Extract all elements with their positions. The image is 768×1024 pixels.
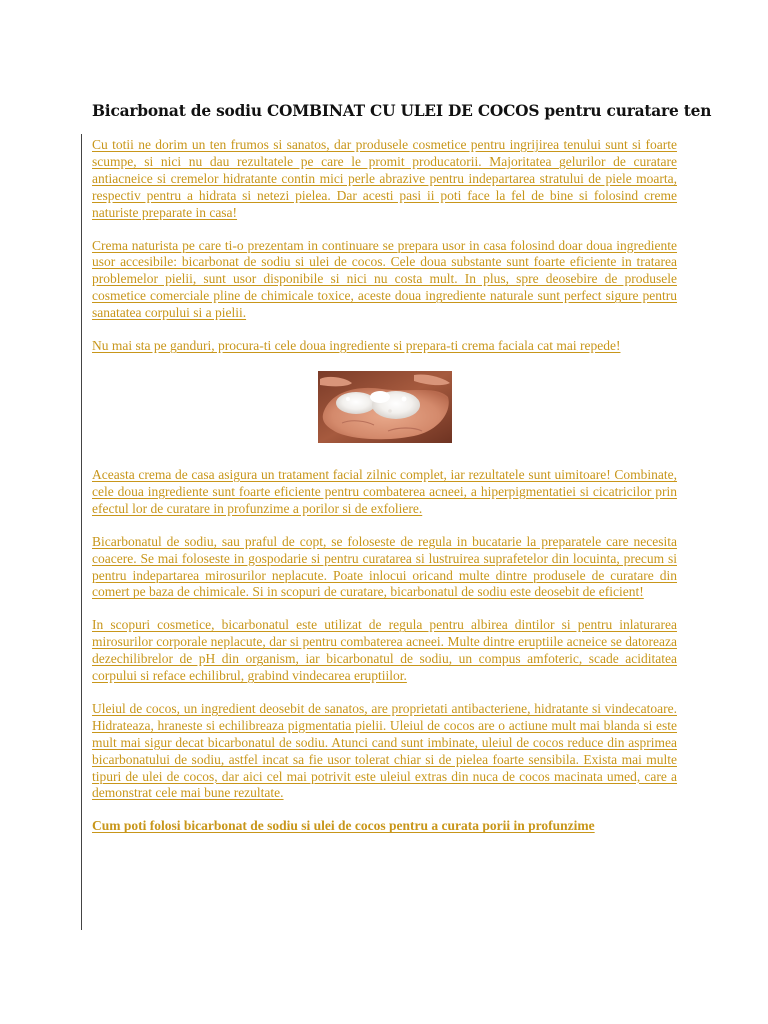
paragraph-baking-soda[interactable]: Bicarbonatul de sodiu, sau praful de copt, se foloseste de regula in bucatarie la preparatele care necesita coacere. Se mai foloseste in gospodarie si pentru curatarea si lustruirea suprafetelor din locuinta, precum si pentru indepartarea mirosurilor neplacute. Poate inlocui oricand multe dintre produsele de curatare din comert pe baza de chimicale. Si in scopuri de curatare, bicarbonatul de sodiu este deosebit de eficient! <box>92 533 677 600</box>
hand-with-baking-soda-photo <box>318 371 452 443</box>
paragraph-treatment[interactable]: Aceasta crema de casa asigura un tratament facial zilnic complet, iar rezultatele sunt uimitoare! Combinate, cele doua ingrediente sunt foarte eficiente pentru combaterea acneei, a hiperpigmentatiei si cicatricilor prin efectul lor de curatare in profunzime a porilor si de exfoliere. <box>92 466 677 516</box>
page-left-border <box>81 134 82 930</box>
section-subheading[interactable]: Cum poti folosi bicarbonat de sodiu si ulei de cocos pentru a curata porii in profunzime <box>92 818 595 834</box>
paragraph-call-to-action[interactable]: Nu mai sta pe ganduri, procura-ti cele doua ingrediente si prepara-ti crema faciala cat mai repede! <box>92 338 621 354</box>
paragraph-coconut-oil[interactable]: Uleiul de cocos, un ingredient deosebit de sanatos, are proprietati antibacteriene, hidratante si vindecatoare. Hidrateaza, hraneste si echilibreaza pigmentatia pielii. Uleiul de cocos are o actiune mult mai blanda si este mult mai sigur decat bicarbonatul de sodiu. Atunci cand sunt imbinate, uleiul de cocos reduce din asprimea bicarbonatului de sodiu, astfel incat sa fie usor tolerat chiar si de pielea foarte sensibila. Exista mai multe tipuri de ulei de cocos, dar aici cel mai potrivit este uleiul extras din nuca de cocos macinata umed, care a demonstrat cele mai bune rezultate. <box>92 700 677 801</box>
document-body <box>92 102 712 834</box>
paragraph-recipe-intro[interactable]: Crema naturista pe care ti-o prezentam in continuare se prepara usor in casa folosind doar doua ingrediente usor accesibile: bicarbonat de sodiu si ulei de cocos. Cele doua substante sunt foarte eficiente in tratarea problemelor pielii, sunt usor disponibile si nici nu costa mult. In plus, spre deosebire de produsele cosmetice comerciale pline de chimicale toxice, aceste doua ingrediente naturale sunt perfect sigure pentru sanatatea corpului si a pielii. <box>92 237 677 321</box>
paragraph-cosmetic-uses[interactable]: In scopuri cosmetice, bicarbonatul este utilizat de regula pentru albirea dintilor si pentru inlaturarea mirosurilor corporale neplacute, dar si pentru combaterea acneei. Multe dintre eruptiile acneice se datoreaza dezechilibrelor de pH din organism, iar bicarbonatul de sodiu, un compus amfoteric, scade aciditatea corpului si reface echilibrul, grabind vindecarea eruptiilor. <box>92 617 677 684</box>
document-title: Bicarbonat de sodiu COMBINAT CU ULEI DE COCOS pentru curatare ten <box>92 102 712 120</box>
paragraph-intro[interactable]: Cu totii ne dorim un ten frumos si sanatos, dar produsele cosmetice pentru ingrijirea tenului sunt si foarte scumpe, si nici nu dau rezultatele pe care le promit producatorii. Majoritatea gelurilor de curatare antiacneice si cremelor hidratante contin mici perle abrazive pentru indepartarea stratului de piele moarta, respectiv pentru a hidrata si netezi pielea. Dar acesti pasi ii poti face la fel de bine si folosind creme naturiste preparate in casa! <box>92 137 677 220</box>
